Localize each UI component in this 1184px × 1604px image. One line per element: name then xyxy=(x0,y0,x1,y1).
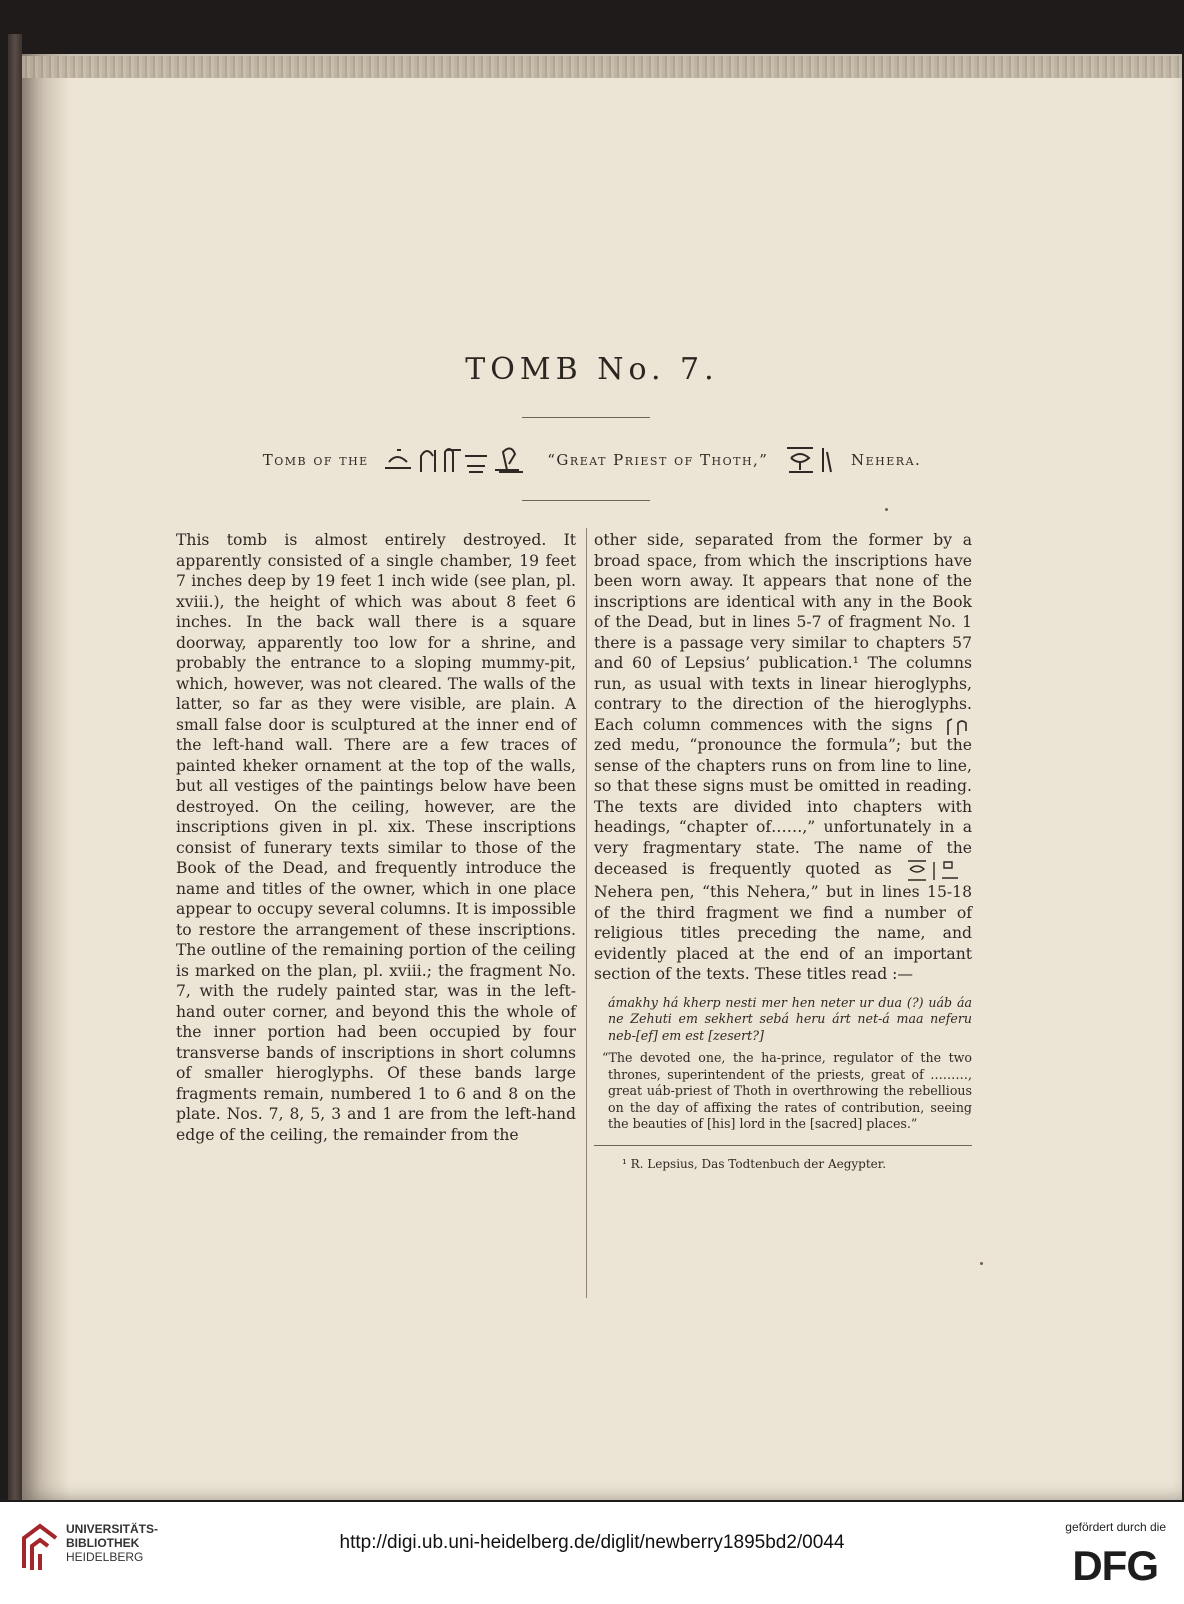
zed-medu-hieroglyph-icon xyxy=(942,717,972,735)
transliteration: ámakhy há kherp nesti mer hen neter ur dua (?) uáb áa ne Zehuti em sekhert sebá heru árt net-á maa neferu neb-[ef] em est [zesert?] xyxy=(608,994,972,1043)
column-divider xyxy=(586,528,587,1298)
subtitle-rule xyxy=(522,500,650,501)
page-subtitle xyxy=(0,442,1184,480)
ink-speck xyxy=(980,1262,983,1265)
subtitle-great-priest: “Great Priest of Thoth,” xyxy=(547,451,769,469)
right-paragraph-part1: other side, separated from the former by a broad space, from which the inscriptions have been worn away. It appears that none of the inscriptions are identical with any in the Book of the Dead, but in lines 5-7 of fragment No. 1 there is a passage very similar to chapters 57 and 60 of Lepsius’ publication.¹ The columns run, as usual with texts in linear hieroglyphs, contrary to the direction of the hieroglyphs. Each column commences with the signs xyxy=(594,531,972,734)
left-text-column xyxy=(176,530,576,1145)
title-rule xyxy=(522,417,650,418)
library-line-1: UNIVERSITÄTS- xyxy=(66,1522,159,1536)
dfg-logo: DFG xyxy=(1072,1542,1158,1589)
right-paragraph-part2: zed medu, “pronounce the formula”; but the sense of the chapters runs on from line to line, so that these signs must be omitted in reading. The texts are divided into chapters with headings, “chapter of……,” unfortunately in a very fragmentary state. The name of the deceased is frequently quoted as xyxy=(594,736,972,878)
book-binding xyxy=(8,34,22,1500)
footer-bar xyxy=(0,1502,1184,1604)
page-top-edge xyxy=(22,56,1182,78)
subtitle-name: Nehera. xyxy=(851,451,922,469)
library-line-3: HEIDELBERG xyxy=(66,1550,144,1564)
funded-by-text: gefördert durch die xyxy=(1065,1520,1166,1534)
page-title: TOMB No. 7. xyxy=(465,352,719,387)
nehera-pen-hieroglyph-icon xyxy=(906,858,972,882)
hieroglyph-name-icon xyxy=(783,442,837,480)
library-line-2: BIBLIOTHEK xyxy=(66,1536,140,1550)
source-url-link[interactable]: http://digi.ub.uni-heidelberg.de/diglit/newberry1895bd2/0044 xyxy=(339,1532,845,1553)
right-text-column xyxy=(594,530,972,1174)
footnote-rule xyxy=(594,1145,972,1146)
titles-quote xyxy=(594,995,972,1133)
left-paragraph: This tomb is almost entirely destroyed. It apparently consisted of a single chamber, 19 feet 7 inches deep by 19 feet 1 inch wide (see plan, pl. xviii.), the height of which was about 8 feet 6 inches. In the back wall there is a square doorway, apparently too low for a shrine, and probably the entrance to a sloping mummy-pit, which, however, was not cleared. The walls of the latter, so far as they were visible, are plain. A small false door is sculptured at the inner end of the left-hand wall. There are a few traces of painted kheker ornament at the top of the walls, but all vestiges of the paintings below have been destroyed. On the ceiling, however, are the inscriptions given in pl. xix. These inscriptions consist of funerary texts similar to those of the Book of the Dead, and frequently introduce the name and titles of the owner, which in one place appear to occupy several columns. It is impossible to restore the arrangement of these inscriptions. The outline of the remaining portion of the ceiling is marked on the plan, pl. xviii.; the fragment No. 7, with the rudely painted star, was in the left-hand outer corner, and beyond this the whole of the inner portion had been occupied by four transverse bands of inscriptions in short columns of smaller hieroglyphs. Of these bands large fragments remain, numbered 1 to 6 and 8 on the plate. Nos. 7, 8, 5, 3 and 1 are from the left-hand edge of the ceiling, the remainder from the xyxy=(176,531,576,1144)
ink-speck xyxy=(885,508,888,511)
right-paragraph-part3: Nehera pen, “this Nehera,” but in lines 15-18 of the third fragment we find a number of religious titles preceding the name, and evidently placed at the end of an important section of the texts. These titles read :— xyxy=(594,883,972,983)
right-paragraph xyxy=(594,530,972,985)
footnote: ¹ R. Lepsius, Das Todtenbuch der Aegypter. xyxy=(622,1156,887,1171)
translation: “The devoted one, the ha-prince, regulator of the two thrones, superintendent of the priests, great of ………, great uáb-priest of Thoth in overthrowing the rebellious on the day of affixing the rates of contribution, seeing the beauties of [his] lord in the [sacred] places.” xyxy=(602,1050,972,1131)
hieroglyph-title-icon xyxy=(383,442,533,480)
subtitle-prefix: Tomb of the xyxy=(262,451,369,469)
